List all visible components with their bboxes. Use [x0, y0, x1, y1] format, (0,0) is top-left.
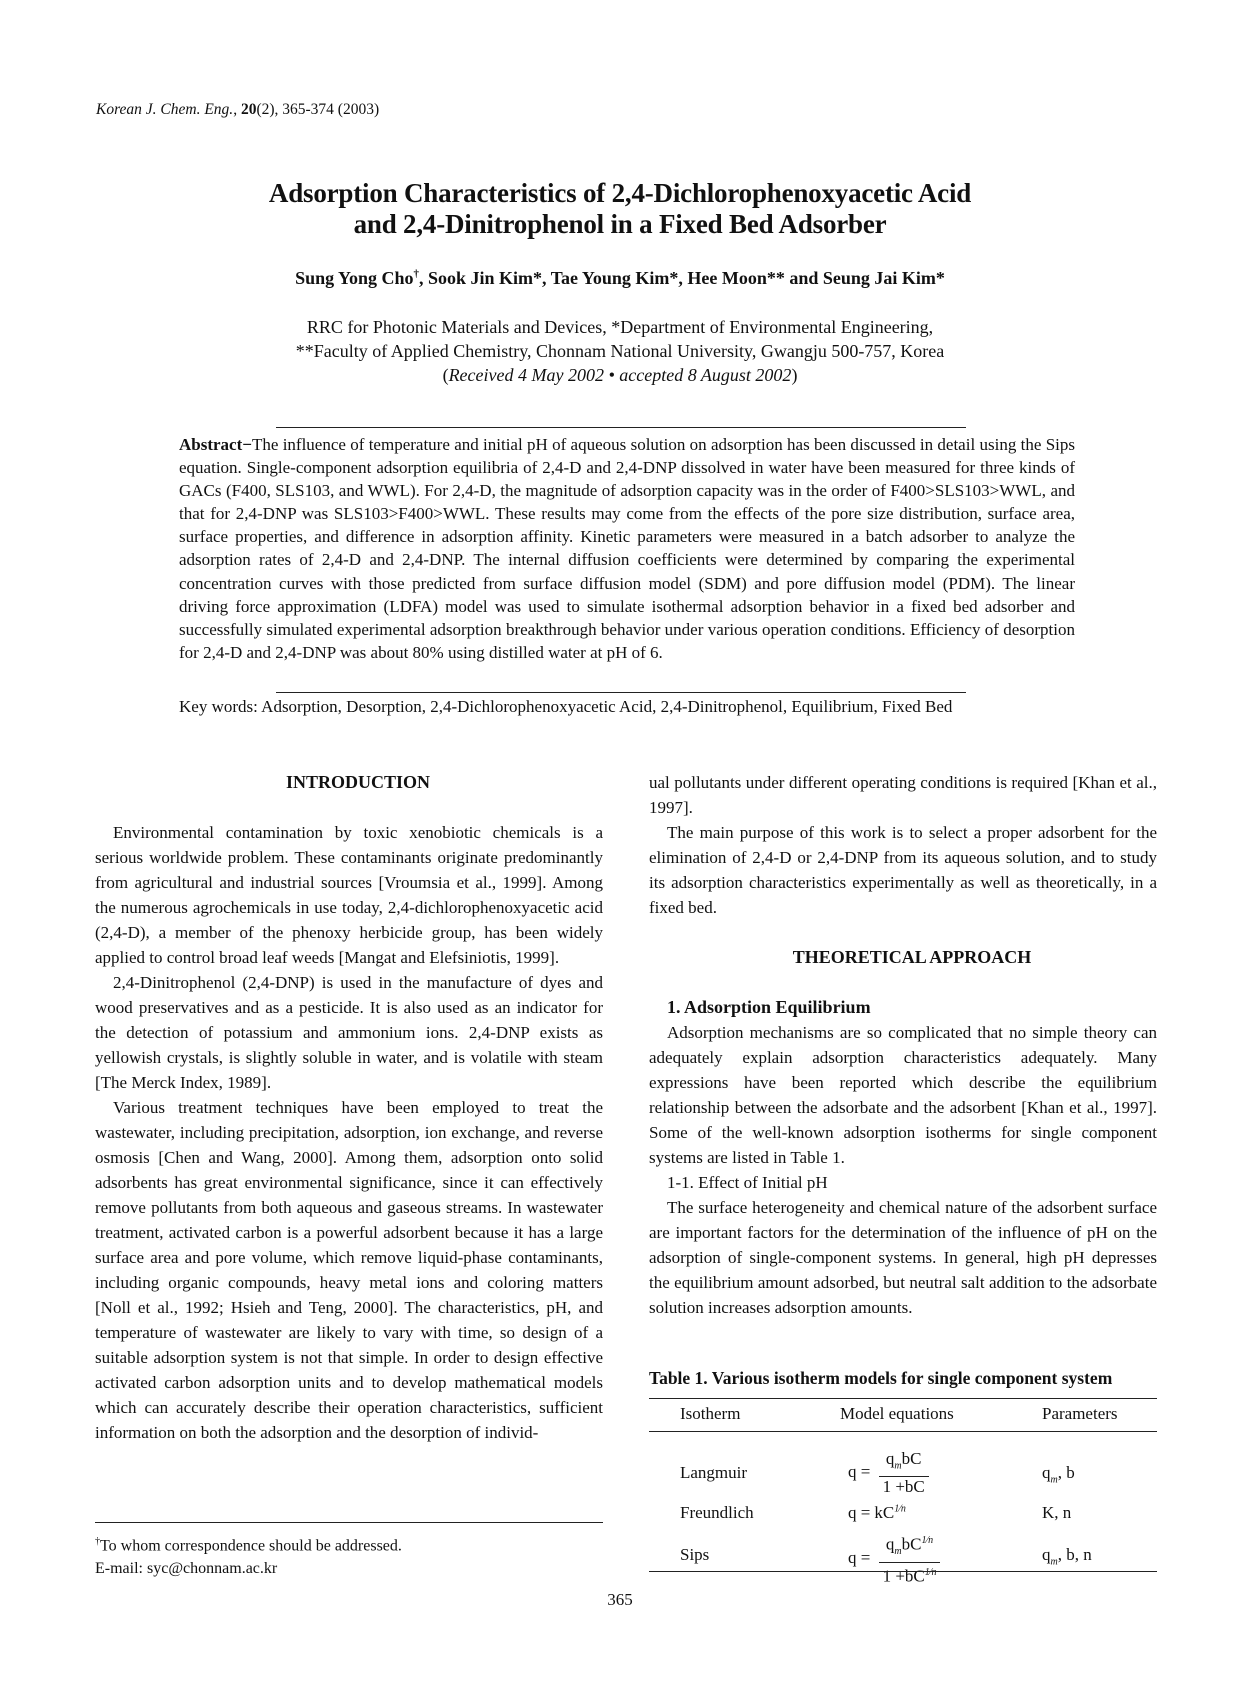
equation-fraction — [879, 1449, 929, 1497]
paper-title-line-2: and 2,4-Dinitrophenol in a Fixed Bed Adsorber — [353, 209, 887, 239]
corresponding-author: Sung Yong Cho — [295, 268, 414, 288]
intro-paragraph-4: The main purpose of this work is to select a proper adsorbent for the elimination of 2,4-D or 2,4-DNP from its aqueous solution, and to study its adsorption characteristics experimentally as well as theoretically, in a fixed bed. — [649, 823, 1157, 917]
equation-denominator: $1 +bC^{1⁄n}$ — [882, 1566, 937, 1586]
equation-fraction — [879, 1531, 941, 1587]
table-cell-params-sips: $q_m$, b, n — [1042, 1545, 1092, 1568]
section-heading-introduction: INTRODUCTION — [285, 772, 431, 792]
theory-paragraph-1: Adsorption mechanisms are so complicated that no simple theory can adequately explain adsorption characteristics adequately. Many expressions have been reported which describe the equilibrium relationship between the adsorbate and the adsorbent [Khan et al., 1997]. Some of the well-known adsorption isotherms for single component systems are listed in Table 1. — [649, 1023, 1157, 1167]
abstract-block — [179, 433, 1075, 664]
co-authors: , Sook Jin Kim*, Tae Young Kim*, Hee Moon** and Seung Jai Kim* — [418, 268, 945, 288]
table-header-isotherm: Isotherm — [680, 1404, 741, 1423]
subsection-heading-initial-ph: 1-1. Effect of Initial pH — [667, 1173, 828, 1192]
intro-paragraph-2: 2,4-Dinitrophenol (2,4-DNP) is used in the manufacture of dyes and wood preservatives and as a pesticide. It is also used as an indicator for the detection of potassium and ammonium ions. 2,4-DNP exists as yellowish crystals, is slightly soluble in water, and is volatile with steam [The Merck Index, 1989]. — [95, 973, 603, 1092]
equation-freundlich — [848, 1503, 906, 1523]
abstract-dash: − — [242, 435, 252, 454]
theory-paragraph-2: The surface heterogeneity and chemical nature of the adsorbent surface are important factors for the determination of the influence of pH on the adsorption of single-component systems. In general, high pH depresses the equilibrium amount adsorbed, but neutral salt addition to the adsorbate solution increases adsorption amounts. — [649, 1198, 1157, 1317]
equation-sips — [848, 1531, 940, 1587]
table-cell-isotherm-langmuir: Langmuir — [680, 1463, 748, 1482]
abstract-label: Abstract — [179, 435, 243, 454]
left-column — [95, 770, 603, 1445]
paper-title-line-1: Adsorption Characteristics of 2,4-Dichlorophenoxyacetic Acid — [268, 178, 972, 208]
table-top-rule — [649, 1398, 1157, 1399]
dagger-mark: † — [413, 268, 419, 280]
intro-paragraph-continued: ual pollutants under different operating conditions is required [Khan et al., 1997]. — [649, 773, 1157, 817]
table-header-rule — [649, 1431, 1157, 1432]
page-number: 365 — [607, 1590, 633, 1609]
equation-body: kC — [874, 1503, 895, 1522]
equation-lhs: q = — [848, 1462, 871, 1482]
right-column — [649, 770, 1157, 1320]
equation-exponent: 1⁄n — [894, 1503, 906, 1515]
footnote-line-1: †To whom correspondence should be addressed. — [95, 1536, 402, 1555]
equation-numerator: $q_mbC$ — [879, 1449, 929, 1477]
equation-lhs: q = — [848, 1547, 871, 1567]
journal-volume: 20 — [240, 101, 257, 118]
table-caption: Table 1. Various isotherm models for single component system — [649, 1368, 1113, 1388]
intro-paragraph-1: Environmental contamination by toxic xenobiotic chemicals is a serious worldwide problem. These contaminants originate predominantly from agricultural and industrial sources [Vroumsia et al., 1999]. Among the numerous agrochemicals in use today, 2,4-dichlorophenoxyacetic acid (2,4-D), a member of the phenoxy herbicide group, has been widely applied to control broad leaf weeds [Mangat and Elefsiniotis, 1999]. — [95, 823, 603, 967]
footnote — [95, 1530, 402, 1580]
affiliation-line-1: RRC for Photonic Materials and Devices, *Department of Environmental Engineering, — [306, 317, 934, 337]
journal-issue-pages: (2), 365-374 (2003) — [256, 101, 380, 118]
section-heading-theoretical-approach: THEORETICAL APPROACH — [792, 947, 1032, 967]
affiliation-line-2: **Faculty of Applied Chemistry, Chonnam National University, Gwangju 500-757, Korea — [295, 341, 945, 361]
author-list — [120, 268, 1120, 289]
footnote-email: E-mail: syc@chonnam.ac.kr — [95, 1560, 278, 1578]
table-cell-isotherm-freundlich: Freundlich — [680, 1503, 754, 1522]
footnote-rule — [95, 1522, 603, 1523]
table-cell-params-freundlich: K, n — [1042, 1503, 1072, 1522]
abstract-bottom-rule — [276, 692, 966, 693]
equation-lhs: q = — [848, 1503, 871, 1522]
table-cell-isotherm-sips: Sips — [680, 1545, 710, 1564]
received-dates: (Received 4 May 2002 • accepted 8 August 2002) — [442, 365, 798, 385]
table-bottom-rule — [649, 1571, 1157, 1572]
abstract-top-rule — [276, 427, 966, 428]
paper-title — [120, 178, 1120, 240]
intro-paragraph-3: Various treatment techniques have been employed to treat the wastewater, including precipitation, adsorption, ion exchange, and reverse osmosis [Chen and Wang, 2000]. Among them, adsorption onto solid adsorbents has great environmental significance, since it can effectively remove pollutants from both aqueous and gaseous streams. In wastewater treatment, activated carbon is a powerful adsorbent because it has a large surface area and pore volume, which remove liquid-phase contaminants, including organic compounds, heavy metal ions and coloring matters [Noll et al., 1992; Hsieh and Teng, 2000]. The characteristics, pH, and temperature of wastewater are likely to vary with time, so design of a suitable adsorption system is not that simple. In order to design effective activated carbon adsorption units and to develop mathematical models which can accurately describe their operation characteristics, sufficient information on both the adsorption and the desorption of individ- — [95, 1098, 603, 1442]
table-header-parameters: Parameters — [1042, 1404, 1118, 1423]
equation-denominator: 1 +bC — [882, 1477, 925, 1497]
table-header-model-equations: Model equations — [840, 1404, 954, 1423]
journal-name: Korean J. Chem. Eng. — [96, 101, 234, 118]
keywords: Key words: Adsorption, Desorption, 2,4-Dichlorophenoxyacetic Acid, 2,4-Dinitrophenol, Equilibrium, Fixed Bed — [179, 697, 953, 716]
received-text: Received 4 May 2002 • accepted 8 August 2002 — [448, 365, 792, 385]
abstract-text: The influence of temperature and initial pH of aqueous solution on adsorption has been discussed in detail using the Sips equation. Single-component adsorption equilibria of 2,4-D and 2,4-DNP dissolved in water have been measured for three kinds of GACs (F400, SLS103, and WWL). For 2,4-D, the magnitude of adsorption capacity was in the order of F400>SLS103>WWL, and that for 2,4-DNP was SLS103>F400>WWL. These results may come from the effects of the pore size distribution, surface area, surface properties, and difference in adsorption affinity. Kinetic parameters were measured in a batch adsorber to analyze the adsorption rates of 2,4-D and 2,4-DNP. The internal diffusion coefficients were determined by comparing the experimental concentration curves with those predicted from surface diffusion model (SDM) and pore diffusion model (PDM). The linear driving force approximation (LDFA) model was used to simulate isothermal adsorption behavior in a fixed bed adsorber and successfully simulated experimental adsorption breakthrough behavior under various operation conditions. Efficiency of desorption for 2,4-D and 2,4-DNP was about 80% using distilled water at pH of 6. — [179, 435, 1075, 662]
subsection-heading-adsorption-equilibrium: 1. Adsorption Equilibrium — [667, 997, 871, 1017]
equation-numerator: $q_mbC^{1⁄n}$ — [879, 1531, 941, 1563]
equation-langmuir — [848, 1449, 929, 1497]
footnote-dagger: † — [95, 1536, 100, 1547]
affiliation — [120, 315, 1120, 387]
journal-separator: , — [233, 101, 238, 118]
table-cell-params-langmuir: $q_m$, b — [1042, 1463, 1075, 1486]
journal-reference — [96, 101, 379, 119]
